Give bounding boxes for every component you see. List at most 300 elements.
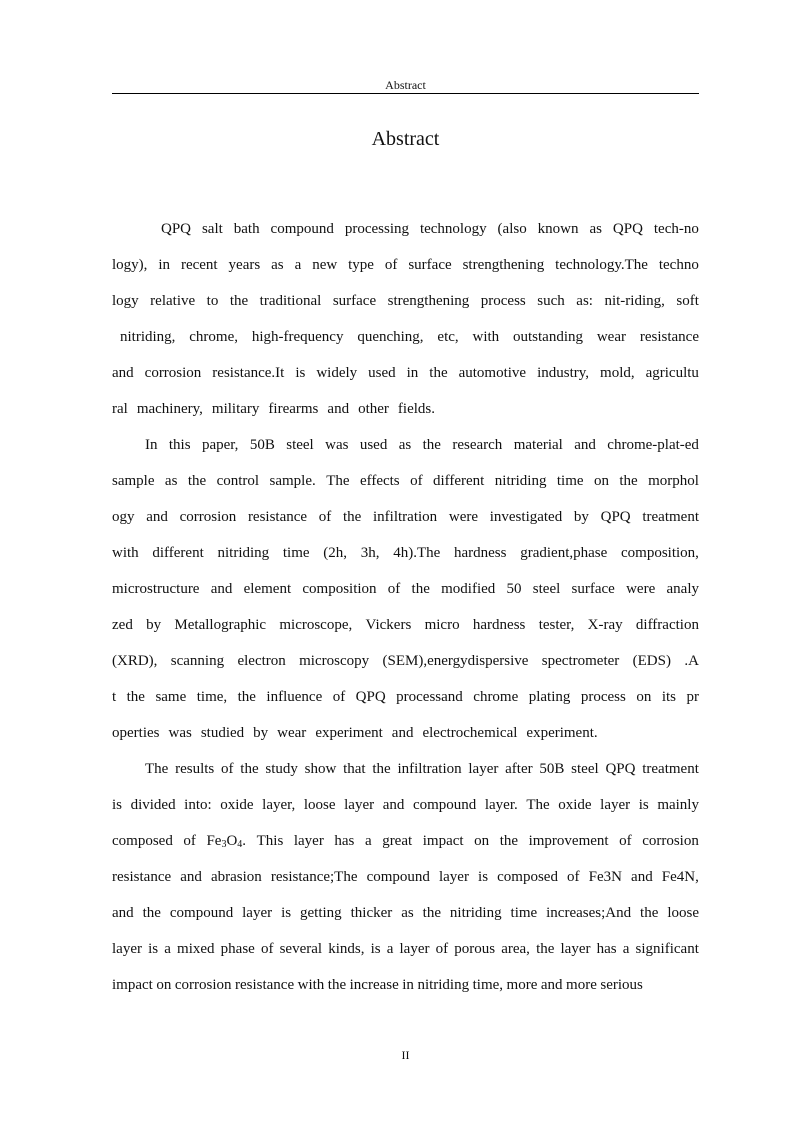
word: of [387,581,401,597]
word: great [382,833,413,849]
word: in [158,257,171,273]
word: steel [286,437,314,453]
word: resistance [234,977,295,993]
word: experiment [315,725,383,741]
word: layer [399,941,430,957]
word: soft [676,293,699,309]
word: and [112,365,134,381]
word: area, [501,941,530,957]
word: that [343,761,366,777]
word: Fe3N [588,869,622,885]
word: years [228,257,261,273]
word: a [164,941,171,957]
word: chrome-plat-ed [607,437,699,453]
word: mixed [177,941,215,957]
word: was [168,725,192,741]
word: increase [349,977,399,993]
word: layer [112,941,142,957]
word: 50 [506,581,522,597]
word: significant [635,941,699,957]
word: and [540,977,563,993]
word: after [505,761,533,777]
word: the [619,473,638,489]
text-line [112,859,699,895]
word: as [401,905,414,921]
word: investigated [489,509,563,525]
word: is [478,869,489,885]
word: analy [666,581,699,597]
word: The [326,473,350,489]
word: .A [684,653,699,669]
word: steel [532,581,561,597]
word: spectrometer [541,653,620,669]
word: the [411,581,430,597]
word: with [297,977,325,993]
word: 4h).The [393,545,441,561]
word: nitriding [494,473,547,489]
word: The [145,761,169,777]
word: gradient,phase [520,545,608,561]
word: resistance [247,509,308,525]
word: chrome, [189,329,238,345]
text-line [112,463,699,499]
page-number: II [401,1048,410,1062]
word: sample. [269,473,316,489]
word: and [146,509,168,525]
word: electron [237,653,286,669]
word: processand [396,689,463,705]
word: this [168,437,191,453]
text-line [112,571,699,607]
word: QPQ [355,689,386,705]
word: oxide [220,797,254,813]
word: is [295,365,306,381]
word: zed [112,617,133,633]
word: technology.The [555,257,648,273]
word: automotive [458,365,527,381]
word: In [145,437,158,453]
word: on [474,833,490,849]
word: the [142,905,161,921]
word: ral [112,401,128,417]
word: 50B [539,761,565,777]
word: infiltration [373,509,438,525]
word: used [359,437,388,453]
word: of [619,833,632,849]
word: (XRD), [112,653,158,669]
word: strengthening [462,257,545,273]
word: treatment [642,509,699,525]
word: were [448,509,479,525]
word: surface [332,293,377,309]
word: layer [600,797,631,813]
word: treatment [642,761,699,777]
word: of [384,257,398,273]
word: of [332,689,346,705]
word: QPQ [612,221,643,237]
word: nitriding [417,977,470,993]
word: resistance.It [212,365,285,381]
word: plating [528,689,571,705]
word: Fe4N, [661,869,699,885]
word: new [312,257,338,273]
word: X-ray [587,617,623,633]
word: and [574,437,596,453]
word: is [112,797,123,813]
word: nitriding [217,545,270,561]
word: of [183,833,196,849]
word: in [406,365,419,381]
word: phase [220,941,255,957]
word: the [187,473,207,489]
word: loose [667,905,699,921]
word: of [567,869,580,885]
word: layer [242,905,273,921]
word: morphol [648,473,699,489]
word: compound [366,869,430,885]
word: the [240,761,259,777]
text-line [112,715,699,751]
word: military [211,401,260,417]
word: time [510,905,538,921]
word: is [638,797,649,813]
word: (also [497,221,527,237]
word: (SEM),energydispersive [382,653,529,669]
word: loose [303,797,336,813]
word: kinds, [328,941,365,957]
word: and [382,797,405,813]
word: processing [344,221,409,237]
word: increases;And [546,905,632,921]
text-line [112,391,699,427]
word: paper, [201,437,239,453]
word: effects [359,473,400,489]
word: show [304,761,337,777]
word: same [155,689,187,705]
word: microstructure [112,581,200,597]
word: into: [184,797,212,813]
word: 3h, [360,545,380,561]
word: electrochemical [422,725,518,741]
word: divided [130,797,176,813]
word: corrosion [144,365,202,381]
word: tester, [538,617,575,633]
word: thicker [350,905,393,921]
word: on [156,977,172,993]
word: to [206,293,219,309]
word: used [368,365,396,381]
word: known [537,221,579,237]
word: QPQ [600,509,631,525]
word: in [402,977,414,993]
word: other [358,401,389,417]
word: the [126,689,145,705]
word: logy [112,293,139,309]
word: corrosion [174,977,232,993]
word: is [281,905,292,921]
word: (2h, [323,545,348,561]
text-line [112,319,699,355]
word: microscopy [299,653,370,669]
word: impact [112,977,153,993]
word: firearms [268,401,319,417]
word: etc, [437,329,459,345]
word: nit-riding, [604,293,665,309]
word: chrome [473,689,519,705]
header-rule [112,93,699,94]
word: the [422,437,441,453]
word: surface [408,257,452,273]
word: several [279,941,323,957]
text-line [112,535,699,571]
word: type [348,257,374,273]
word: and [391,725,414,741]
word: The [526,797,550,813]
word: was [325,437,349,453]
word: hardness [472,617,526,633]
word: diffraction [635,617,699,633]
text-line [112,247,699,283]
word: bath [233,221,260,237]
word: were [626,581,656,597]
word: composed [112,833,173,849]
word: element [243,581,292,597]
word: operties [112,725,160,741]
word: a [622,941,630,957]
word: agricultu [645,365,699,381]
word: process [480,293,526,309]
word: wear [277,725,307,741]
text-line [112,355,699,391]
word: layer [344,797,375,813]
word: layer [560,941,591,957]
text-line [112,679,699,715]
word: material [513,437,563,453]
word: of [318,509,332,525]
word: high-frequency [251,329,344,345]
word: compound [270,221,334,237]
word: by [573,509,589,525]
word: outstanding [513,329,583,345]
text-line [112,823,699,859]
word: tech-no [653,221,699,237]
word: resistance [112,869,172,885]
word: of [221,761,234,777]
text-line [112,211,699,247]
word: QPQ [605,761,636,777]
word: studied [200,725,245,741]
word: layer, [262,797,296,813]
word: as [398,437,412,453]
word: as [271,257,284,273]
word: is [370,941,381,957]
word: micro [424,617,460,633]
word: oxide [558,797,592,813]
paragraph-1 [112,211,699,427]
word: compound [169,905,234,921]
word: pr [686,689,699,705]
word: scanning [170,653,225,669]
word: nitriding, [120,329,176,345]
word: layer [293,833,324,849]
word: impact [422,833,464,849]
word: widely [316,365,358,381]
word: relative [150,293,196,309]
word: t [112,689,117,705]
word: microscope, [279,617,353,633]
word: influence [266,689,323,705]
word: such [537,293,565,309]
word: different [152,545,204,561]
word: the [640,905,659,921]
text-line [112,643,699,679]
word: the [422,905,441,921]
word: layer [438,869,469,885]
word: is [148,941,159,957]
word: mold, [600,365,635,381]
word: fields. [397,401,435,417]
word: the [499,833,519,849]
text-line [112,751,699,787]
word: the [429,365,448,381]
word: quenching, [357,329,424,345]
word: getting [300,905,342,921]
word: 50B [249,437,275,453]
running-header: Abstract [385,78,426,92]
word: surface [571,581,615,597]
word: a [386,941,394,957]
word: as: [576,293,593,309]
word: wear [596,329,626,345]
word: experiment. [526,725,598,741]
word: has [596,941,617,957]
word: process [580,689,626,705]
word: as [589,221,602,237]
word: and [112,905,134,921]
word: layer [468,761,499,777]
word: a [364,833,372,849]
word: machinery, [136,401,203,417]
word: strengthening [387,293,470,309]
text-line [112,931,699,967]
word: a [294,257,302,273]
word: has [334,833,355,849]
word: time, [472,977,504,993]
word: composition [302,581,377,597]
word: corrosion [179,509,237,525]
word: steel [571,761,599,777]
word: the [327,977,347,993]
word: resistance [639,329,699,345]
word: time, [196,689,228,705]
word: the [237,689,256,705]
word: the [536,941,555,957]
word: layer. [484,797,518,813]
text-line [112,427,699,463]
word: results [175,761,215,777]
word: and [210,581,233,597]
text-line [112,607,699,643]
word: of [260,941,274,957]
text-line [112,787,699,823]
word: compound [412,797,477,813]
word: modified [441,581,496,597]
word: traditional [259,293,322,309]
text-line [112,967,699,1003]
word: salt [201,221,223,237]
word: time [282,545,310,561]
word: the [342,509,362,525]
word: composed [497,869,558,885]
word: porous [454,941,496,957]
word: hardness [454,545,507,561]
word: Metallographic [174,617,267,633]
word: logy), [112,257,148,273]
paragraph-3 [112,751,699,1003]
word: by [146,617,162,633]
word: improvement [528,833,609,849]
word: resistance;The [270,869,358,885]
word: more [566,977,597,993]
word: techno [658,257,699,273]
word: composition, [621,545,699,561]
paragraph-2 [112,427,699,751]
word: and [180,869,202,885]
word: the [372,761,391,777]
word: study [265,761,298,777]
word: technology [419,221,487,237]
word: Vickers [365,617,412,633]
text-line [112,895,699,931]
word: recent [180,257,218,273]
word: different [432,473,485,489]
word: control [216,473,260,489]
word: its [661,689,676,705]
word: nitriding [449,905,502,921]
word: more [506,977,538,993]
word: of [435,941,449,957]
word: sample [112,473,155,489]
word: and [327,401,350,417]
word: on [636,689,652,705]
abstract-body [112,211,699,1003]
word: industry, [537,365,590,381]
word: QPQ [161,221,192,237]
word: infiltration [397,761,462,777]
word: and [631,869,653,885]
word: (EDS) [632,653,671,669]
word: the [229,293,249,309]
word: with [112,545,139,561]
word: on [593,473,609,489]
text-line [112,283,699,319]
word: time [556,473,584,489]
word: abrasion [210,869,262,885]
word: research [452,437,503,453]
word: mainly [657,797,699,813]
word: serious [600,977,643,993]
word: of [410,473,423,489]
word: This [256,833,284,849]
text-line [112,499,699,535]
word: with [472,329,500,345]
word: ogy [112,509,135,525]
word: $Fe_3O_4$. [206,833,247,850]
word: as [164,473,178,489]
page-title: Abstract [371,128,440,150]
word: by [253,725,269,741]
word: corrosion [642,833,699,849]
